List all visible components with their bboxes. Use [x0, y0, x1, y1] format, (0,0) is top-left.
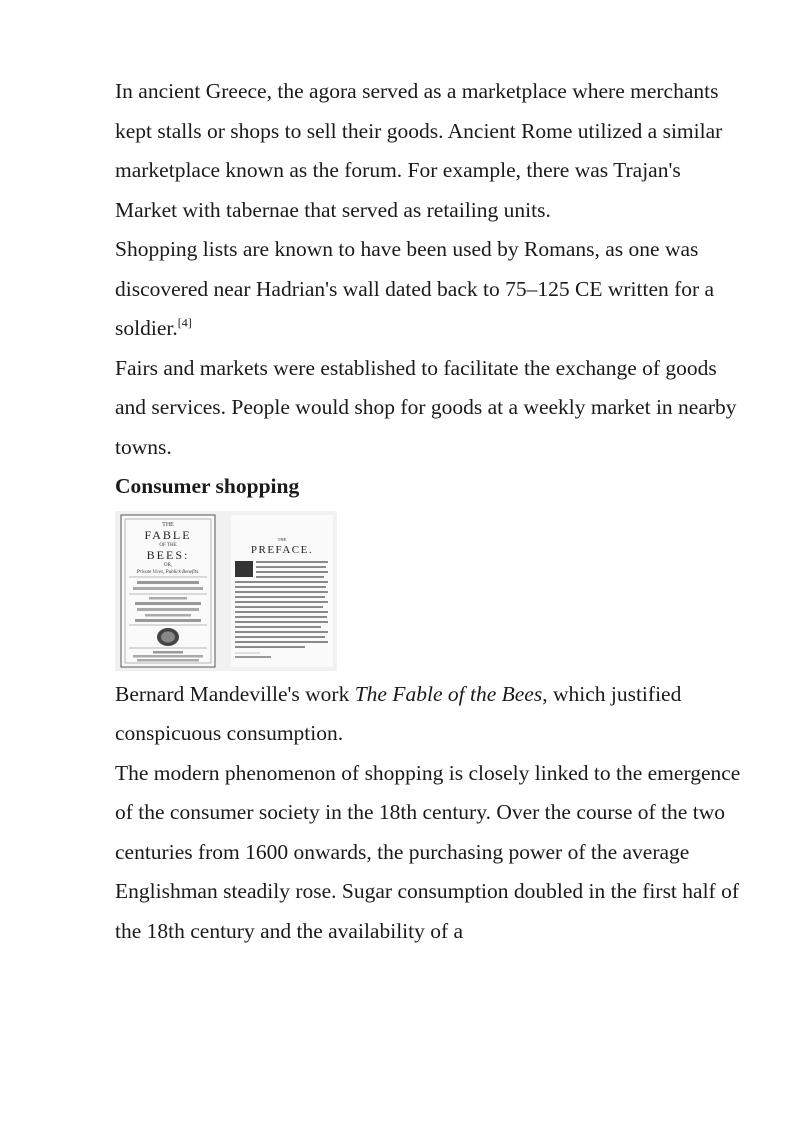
fable-of-the-bees-image — [115, 511, 337, 671]
figure-caption — [115, 675, 745, 754]
title-page-subtitle: Private Vices, Publick Benefits. — [136, 569, 200, 575]
title-page-the: THE — [162, 521, 174, 528]
caption-book-title: The Fable of the Bees — [354, 681, 543, 706]
caption-text-before: Bernard Mandeville's work — [115, 681, 355, 706]
paragraph-shopping-lists-text: Shopping lists are known to have been used by Romans, as one was discovered near Hadrian's wall dated back to 75–125 CE written for a soldier. — [115, 237, 715, 340]
article-body — [115, 72, 745, 951]
paragraph-agora: In ancient Greece, the agora served as a marketplace where merchants kept stalls or shops to sell their goods. Ancient Rome utilized a similar marketplace known as the forum. For example, there was Trajan's Market with tabernae that served as retailing units. — [115, 79, 723, 222]
title-page-or: OR, — [163, 562, 173, 568]
title-page-fable: FABLE — [144, 527, 192, 542]
title-page-bees: BEES: — [146, 547, 190, 562]
preface-page-title: PREFACE. — [250, 543, 314, 556]
caption-text-after: , which justified conspicuous consumption. — [115, 681, 682, 745]
preface-page-the: THE — [277, 536, 287, 542]
fable-of-the-bees-figure — [115, 511, 337, 671]
paragraph-fairs: Fairs and markets were established to facilitate the exchange of goods and services. People would shop for goods at a weekly market in nearby towns. — [115, 355, 737, 459]
section-heading: Consumer shopping — [115, 474, 300, 498]
reference-link-4[interactable]: [4] — [177, 315, 192, 330]
paragraph-modern-shopping: The modern phenomenon of shopping is closely linked to the emergence of the consumer society in the 18th century. Over the course of the two centuries from 1600 onwards, the purchasing power of the average Englishman steadily rose. Sugar consumption doubled in the first half of the 18th century and the availability of a — [115, 760, 741, 943]
paragraph-shopping-lists — [115, 230, 745, 349]
title-page-of-the: OF THE — [159, 542, 177, 548]
